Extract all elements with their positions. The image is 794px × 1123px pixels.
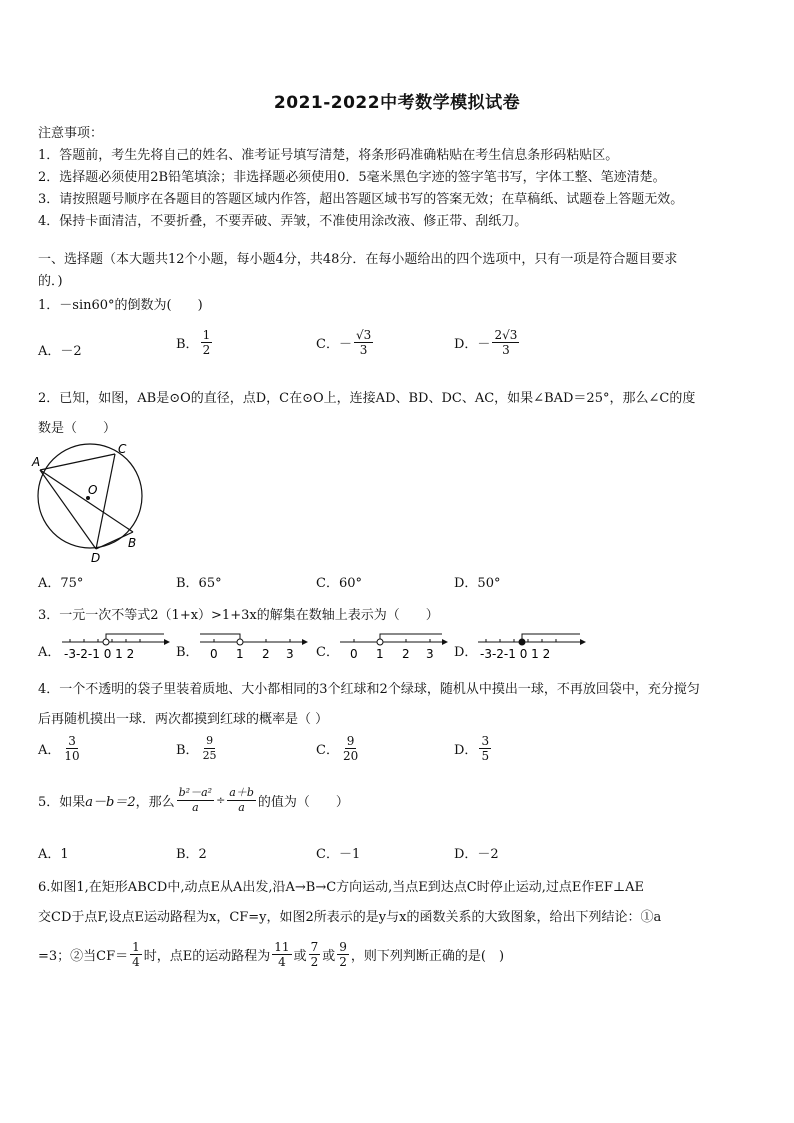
circle-figure [30,440,150,564]
notice-item-4: 4．保持卡面清洁，不要折叠，不要弄破、弄皱，不准使用涂改液、修正带、刮纸刀。 [38,214,528,229]
q5-option-c: C．－1 [316,847,361,862]
q2-option-a: A．75° [38,576,84,591]
q2-stem-line1: 2．已知，如图，AB是⊙O的直径，点D，C在⊙O上，连接AD、BD、DC、AC，如果∠BAD＝25°，那么∠C的度 [38,391,696,406]
q1-stem: 1．－sin60°的倒数为( ) [38,298,203,313]
notice-item-2: 2．选择题必须使用2B铅笔填涂；非选择题必须使用0．5毫米黑色字迹的签字笔书写，字体工整、笔迹清楚。 [38,170,666,185]
q1-option-c: C．－ $\frac{√3}{3}$ [316,328,372,357]
segment-dc [96,454,115,549]
q2-option-d: D．50° [454,576,501,591]
label-a: A [32,455,41,469]
q4-option-c: C． $\frac{9}{20}$ [316,734,359,763]
segment-ad [40,470,96,549]
q4-option-d: D． $\frac{3}{5}$ [454,734,490,763]
number-line-c [338,630,448,664]
label-o: O [88,483,98,497]
q3-option-d: D． [454,645,478,660]
q4-option-a: A． $\frac{3}{10}$ [38,734,80,763]
q3-option-b: B． [176,645,199,660]
section-heading-line2: 的．) [38,274,63,289]
q3-option-c: C． [316,645,339,660]
q5-stem: 5．如果a－b＝2，那么 $\frac{\text{b²－a²}}{a}$ ÷ $\frac{a+b}{a}$ 的值为（ ） [38,786,349,814]
q6-stem-line2: 交CD于点F,设点E运动路程为x，CF=y，如图2所表示的是y与x的函数关系的大致图象，给出下列结论：①a [38,910,662,925]
number-line-c-label-1: 1 [376,647,384,661]
number-line-a [60,630,170,664]
q2-stem-line2: 数是（ ） [38,421,117,436]
q4-stem-line1: 4．一个不透明的袋子里装着质地、大小都相同的3个红球和2个绿球，随机从中摸出一球，不再放回袋中，充分搅匀 [38,682,700,697]
label-b: B [128,536,137,550]
diameter-ab [40,470,133,532]
q5-option-b: B．2 [176,847,207,862]
number-line-d [476,630,586,664]
q6-stem-line1: 6.如图1,在矩形ABCD中,动点E从A出发,沿A→B→C方向运动,当点E到达点C时停止运动,过点E作EF⊥AE [38,880,644,895]
number-line-b-label-2: 2 [262,647,270,661]
number-line-c-label-2: 2 [402,647,410,661]
q5-option-a: A．1 [38,847,69,862]
number-line-c-label-0: 0 [350,647,358,661]
notice-heading: 注意事项： [38,126,104,141]
label-c: C [118,442,127,456]
notice-item-3: 3．请按照题号顺序在各题目的答题区域内作答，超出答题区域书写的答案无效；在草稿纸、试题卷上答题无效。 [38,192,684,207]
number-line-c-label-3: 3 [426,647,434,661]
q1-option-b: B． $\frac{1}{2}$ [176,328,211,357]
page-title: 2021-2022中考数学模拟试卷 [273,93,521,113]
number-line-b [198,630,308,664]
number-line-b-label-3: 3 [286,647,294,661]
q1-option-a: A．－2 [38,344,82,359]
q3-option-a: A． [38,645,61,660]
notice-item-1: 1．答题前，考生先将自己的姓名、准考证号填写清楚，将条形码准确粘贴在考生信息条形码粘贴区。 [38,148,619,163]
number-line-a-labels: -3-2-1 0 1 2 [64,647,135,661]
number-line-b-label-1: 1 [236,647,244,661]
label-d: D [91,551,101,564]
number-line-b-label-0: 0 [210,647,218,661]
section-heading-line1: 一、选择题（本大题共12个小题，每小题4分，共48分．在每小题给出的四个选项中，只有一项是符合题目要求 [38,252,678,267]
q3-stem: 3．一元一次不等式2（1+x）>1+3x的解集在数轴上表示为（ ） [38,608,439,623]
q6-stem-line3: =3；②当CF＝ $\frac{1}{4}$ 时，点E的运动路程为 $\frac{11}{4}$ 或 $\frac{7}{2}$ 或 $\frac{9}{2}$ ，则下列判断正确的是( ) [38,940,505,969]
q4-option-b: B． $\frac{9}{25}$ [176,734,217,762]
q1-option-d: D．－ $\frac{2√3}{3}$ [454,328,518,357]
number-line-d-labels: -3-2-1 0 1 2 [480,647,551,661]
q5-option-d: D．－2 [454,847,499,862]
q2-option-b: B．65° [176,576,222,591]
q4-stem-line2: 后再随机摸出一球．两次都摸到红球的概率是（ ） [38,712,329,727]
q2-option-c: C．60° [316,576,362,591]
